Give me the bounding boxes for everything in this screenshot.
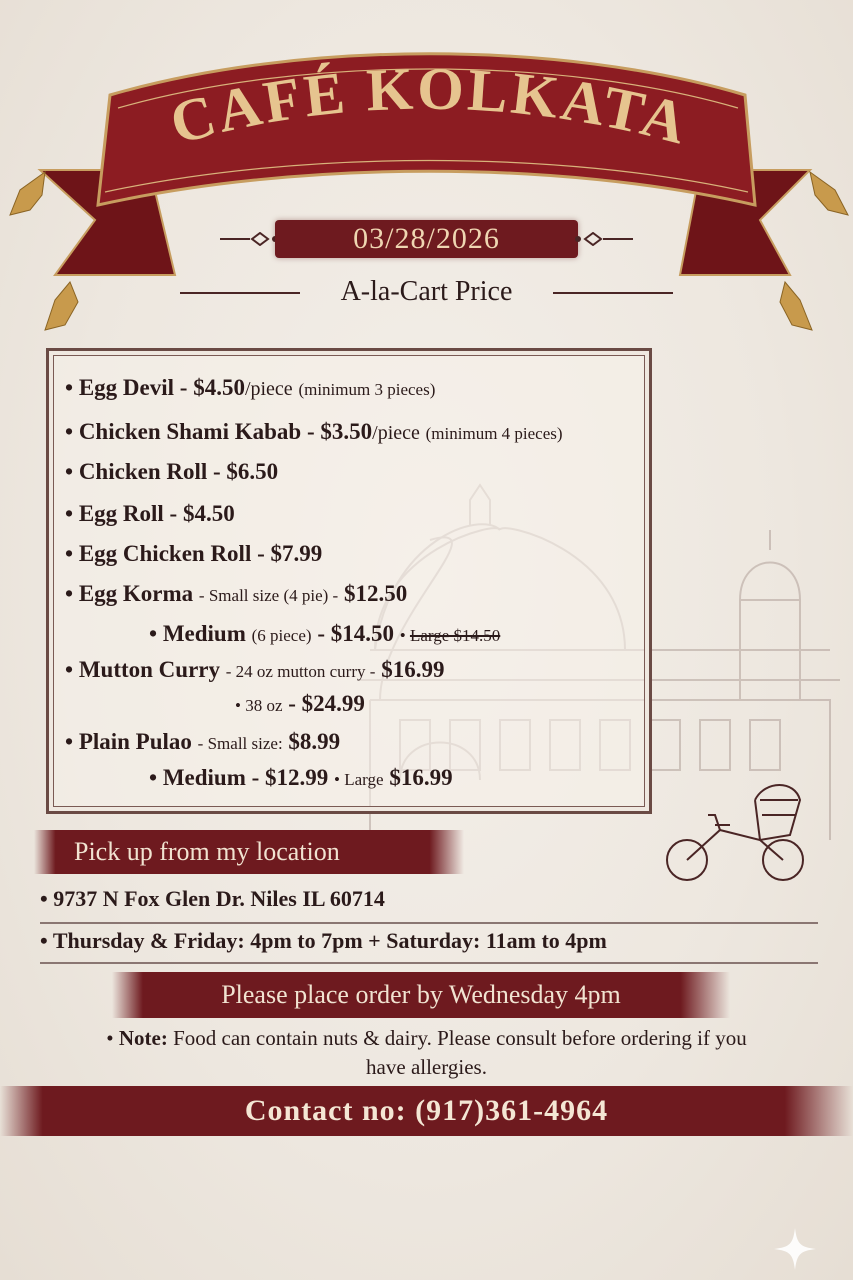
menu-item-pulao-medium-large: • Medium - $12.99 • Large $16.99 xyxy=(149,765,453,790)
subtitle-row xyxy=(180,272,673,312)
order-deadline-banner xyxy=(112,972,730,1018)
pickup-heading-banner xyxy=(34,830,464,874)
ornament-right-icon xyxy=(573,232,633,246)
menu-item-egg-korma-medium: • Medium (6 piece) - $14.50 • Large $14.50 xyxy=(149,621,501,646)
date-ribbon xyxy=(220,214,633,264)
pickup-hours: • Thursday & Friday: 4pm to 7pm + Saturday: 11am to 4pm xyxy=(40,928,607,953)
rickshaw-icon xyxy=(660,770,810,890)
menu-item-egg-chicken-roll: • Egg Chicken Roll - $7.99 xyxy=(65,541,323,566)
menu-item-shami-kabab: • Chicken Shami Kabab - $3.50/piece (minimum 4 pieces) xyxy=(65,419,563,444)
contact-number: Contact no: (917)361-4964 xyxy=(244,1094,609,1127)
struck-large-price: Large $14.50 xyxy=(409,626,501,645)
menu-item-egg-devil: • Egg Devil - $4.50/piece (minimum 3 pieces) xyxy=(65,375,436,400)
pickup-heading: Pick up from my location xyxy=(74,837,340,866)
menu-item-mutton-curry: • Mutton Curry - 24 oz mutton curry - $16.99 xyxy=(65,657,445,682)
menu-item-chicken-roll: • Chicken Roll - $6.50 xyxy=(65,459,279,484)
divider xyxy=(40,922,818,924)
menu-date: 03/28/2026 xyxy=(353,222,500,255)
subtitle: A-la-Cart Price xyxy=(340,276,513,307)
sparkle-icon xyxy=(772,1226,818,1272)
pickup-address: • 9737 N Fox Glen Dr. Niles IL 60714 xyxy=(40,886,385,911)
menu-item-plain-pulao: • Plain Pulao - Small size: $8.99 xyxy=(65,729,341,754)
divider xyxy=(40,962,818,964)
menu-item-egg-korma: • Egg Korma - Small size (4 pie) - $12.50 xyxy=(65,581,408,606)
order-deadline: Please place order by Wednesday 4pm xyxy=(221,980,621,1009)
ornament-left-icon xyxy=(220,232,280,246)
menu-item-mutton-38oz: • 38 oz - $24.99 xyxy=(235,691,365,716)
allergy-note: • Note: Food can contain nuts & dairy. Please consult before ordering if you have allergies. xyxy=(106,1026,747,1079)
cafe-title: CAFÉ KOLKATA xyxy=(163,55,697,158)
menu-item-egg-roll: • Egg Roll - $4.50 xyxy=(65,501,235,526)
contact-banner xyxy=(0,1086,853,1136)
menu-frame xyxy=(46,348,652,814)
